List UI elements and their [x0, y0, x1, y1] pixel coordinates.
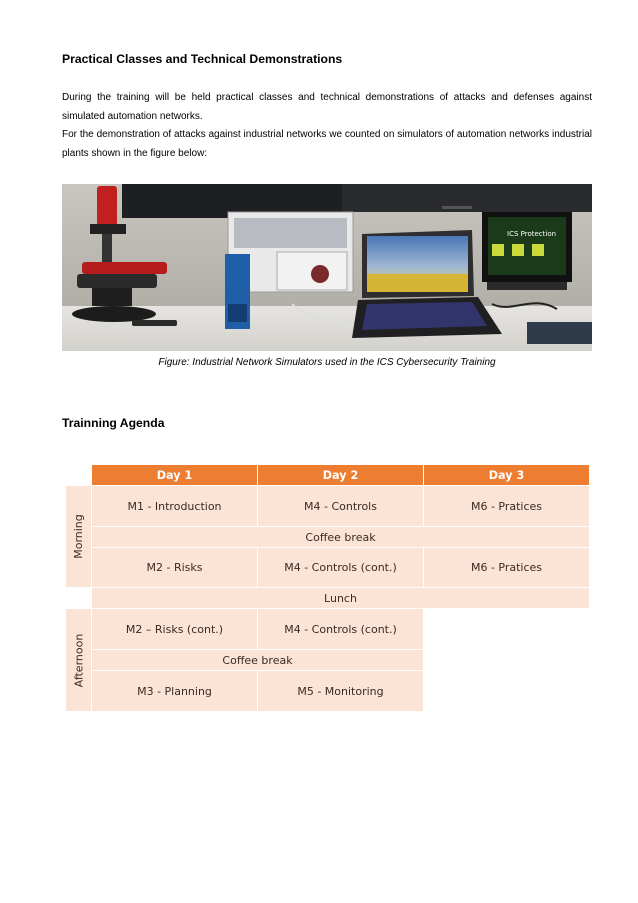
- agenda-cell: M4 - Controls: [258, 486, 424, 527]
- monitor-screen-text: ICS Protection: [507, 230, 557, 238]
- afternoon-label: [66, 609, 92, 712]
- header-day-3: Day 3: [424, 465, 590, 486]
- simulators-paragraph: For the demonstration of attacks against industrial networks we counted on simulators of automation networks industrial plants shown in the figure below:: [62, 129, 592, 159]
- coffee-break-morning: Coffee break: [92, 527, 590, 548]
- coffee-break-afternoon: Coffee break: [92, 650, 424, 671]
- agenda-cell: M3 - Planning: [92, 671, 258, 712]
- section-heading-practical: Practical Classes and Technical Demonstrations: [62, 52, 343, 66]
- agenda-cell: M2 – Risks (cont.): [92, 609, 258, 650]
- agenda-cell: M6 - Pratices: [424, 486, 590, 527]
- agenda-cell: M1 - Introduction: [92, 486, 258, 527]
- agenda-cell: M4 - Controls (cont.): [258, 609, 424, 650]
- agenda-cell: M5 - Monitoring: [258, 671, 424, 712]
- header-day-2: Day 2: [258, 465, 424, 486]
- figure-caption: Figure: Industrial Network Simulators used in the ICS Cybersecurity Training: [158, 357, 496, 368]
- morning-label-text: Morning: [72, 514, 86, 559]
- afternoon-label-text: Afternoon: [72, 633, 85, 687]
- agenda-cell: M6 - Pratices: [424, 548, 590, 588]
- lunch-row: Lunch: [92, 588, 590, 609]
- agenda-table: [66, 465, 590, 712]
- header-day-1: Day 1: [92, 465, 258, 486]
- section-heading-agenda: Trainning Agenda: [62, 416, 165, 430]
- agenda-cell: M4 - Controls (cont.): [258, 548, 424, 588]
- morning-label: [66, 486, 92, 588]
- simulators-photo: [62, 184, 592, 351]
- agenda-cell: M2 - Risks: [92, 548, 258, 588]
- intro-paragraph: During the training will be held practical classes and technical demonstrations of attacks and defenses against simulated automation networks.: [62, 92, 592, 122]
